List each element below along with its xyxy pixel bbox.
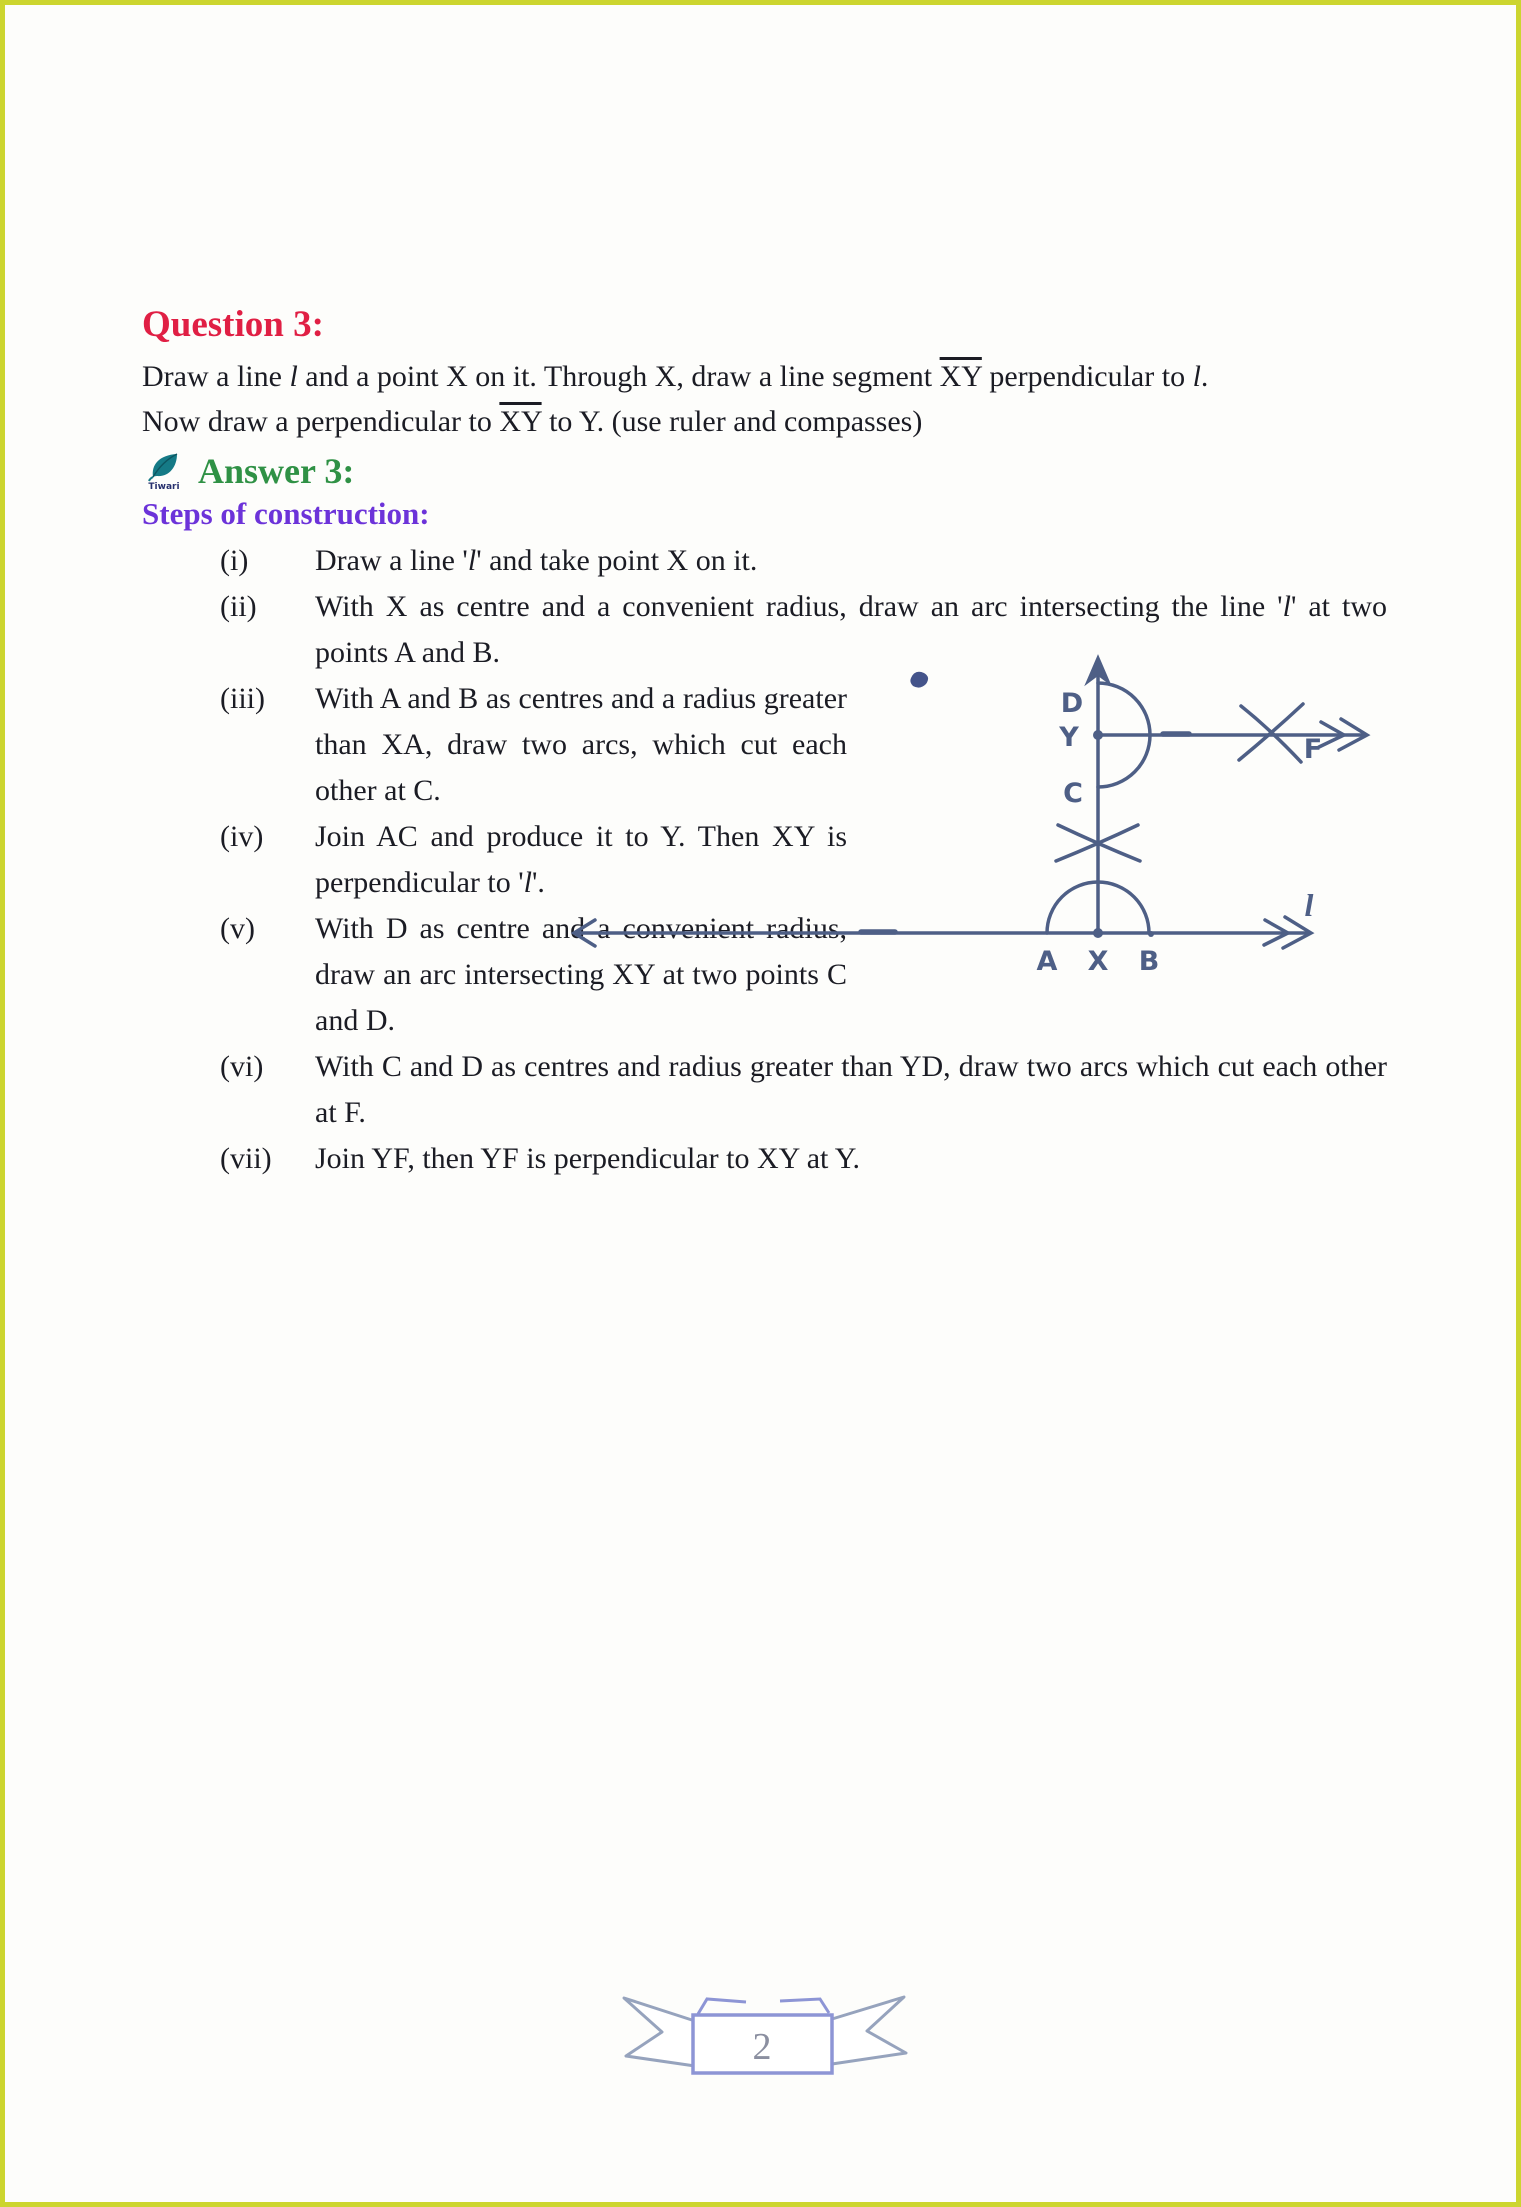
step-text [315,538,1387,584]
text-segment: Join YF, then YF is perpendicular to XY at Y. [315,1142,861,1175]
ribbon-right-tail [832,1997,906,2064]
text-segment: With X as centre and a convenient radius, draw an arc intersecting the line ' [315,590,1283,623]
step-number: (vi) [220,1050,264,1083]
text-segment: $\overline{XY}$ [939,360,982,393]
text-segment: With A and B as centres and a radius greater than XA, draw two arcs, which cut each other at C. [315,682,847,807]
label-c: C [1063,778,1083,809]
text-segment: Draw a line ' [315,544,468,577]
point-b-dot [1148,931,1154,937]
ribbon-left-tail [624,1998,695,2066]
text-segment: l [1282,590,1291,623]
text-segment: $\overline{XY}$ [499,405,542,438]
step-number: (ii) [220,590,257,623]
question-text-line2 [142,399,1407,444]
text-segment: l [1192,360,1201,393]
text-segment: With C and D as centres and radius greater than YD, draw two arcs which cut each other at F. [315,1050,1387,1129]
step-row [220,1044,1407,1136]
step-row [220,1136,1407,1182]
step-number: (i) [220,544,249,577]
text-segment: ' and take point X on it. [476,544,758,577]
label-f: F [1303,734,1323,765]
page-number: 2 [752,2026,772,2068]
text-segment: to Y. (use ruler and compasses) [541,405,923,438]
point-y-dot [1093,730,1103,740]
step-number: (v) [220,912,255,945]
step-text [315,1044,1387,1136]
leaf-icon [147,451,181,483]
text-segment: '. [532,866,545,899]
label-b: B [1138,946,1160,977]
step-number: (iv) [220,820,264,853]
steps-heading: Steps of construction: [142,496,430,531]
text-segment: l [523,866,532,899]
text-segment: With D as centre and a convenient radius, draw an arc intersecting XY at two points C and D. [315,912,847,1037]
text-segment: l [467,544,477,577]
text-segment: ' at two points A and B. [315,590,1387,669]
page-number-ribbon [610,1987,920,2087]
label-d: D [1060,688,1084,719]
text-segment: Draw a line [142,360,290,393]
point-x-dot [1093,928,1103,938]
step-row [220,538,1407,584]
label-y: Y [1059,722,1079,753]
label-x: X [1087,946,1109,977]
step-text [315,1136,1387,1182]
ribbon-left-fold [698,1999,746,2014]
answer-heading-label: Answer 3: [198,451,355,491]
answer-heading [142,450,1407,492]
tiwari-leaf-logo-icon [142,451,186,492]
text-segment: perpendicular to [981,360,1193,393]
label-a: A [1036,946,1058,977]
label-line-l: l [1304,887,1314,923]
step-number: (iii) [220,682,265,715]
step-number: (vii) [220,1142,272,1175]
text-segment: Join AC and produce it to Y. Then XY is perpendicular to ' [315,820,847,899]
logo-caption: Tiwari [148,481,180,492]
question-text-line1 [142,354,1407,399]
ink-blob [910,672,928,688]
construction-diagram [565,650,1415,1025]
text-segment: l [289,360,298,393]
text-segment: Now draw a perpendicular to [142,405,500,438]
question-heading: Question 3: [142,304,324,345]
text-segment: . [1200,360,1209,393]
text-segment: and a point X on it. Through X, draw a line segment [297,360,940,393]
ribbon-right-fold [780,1999,829,2013]
